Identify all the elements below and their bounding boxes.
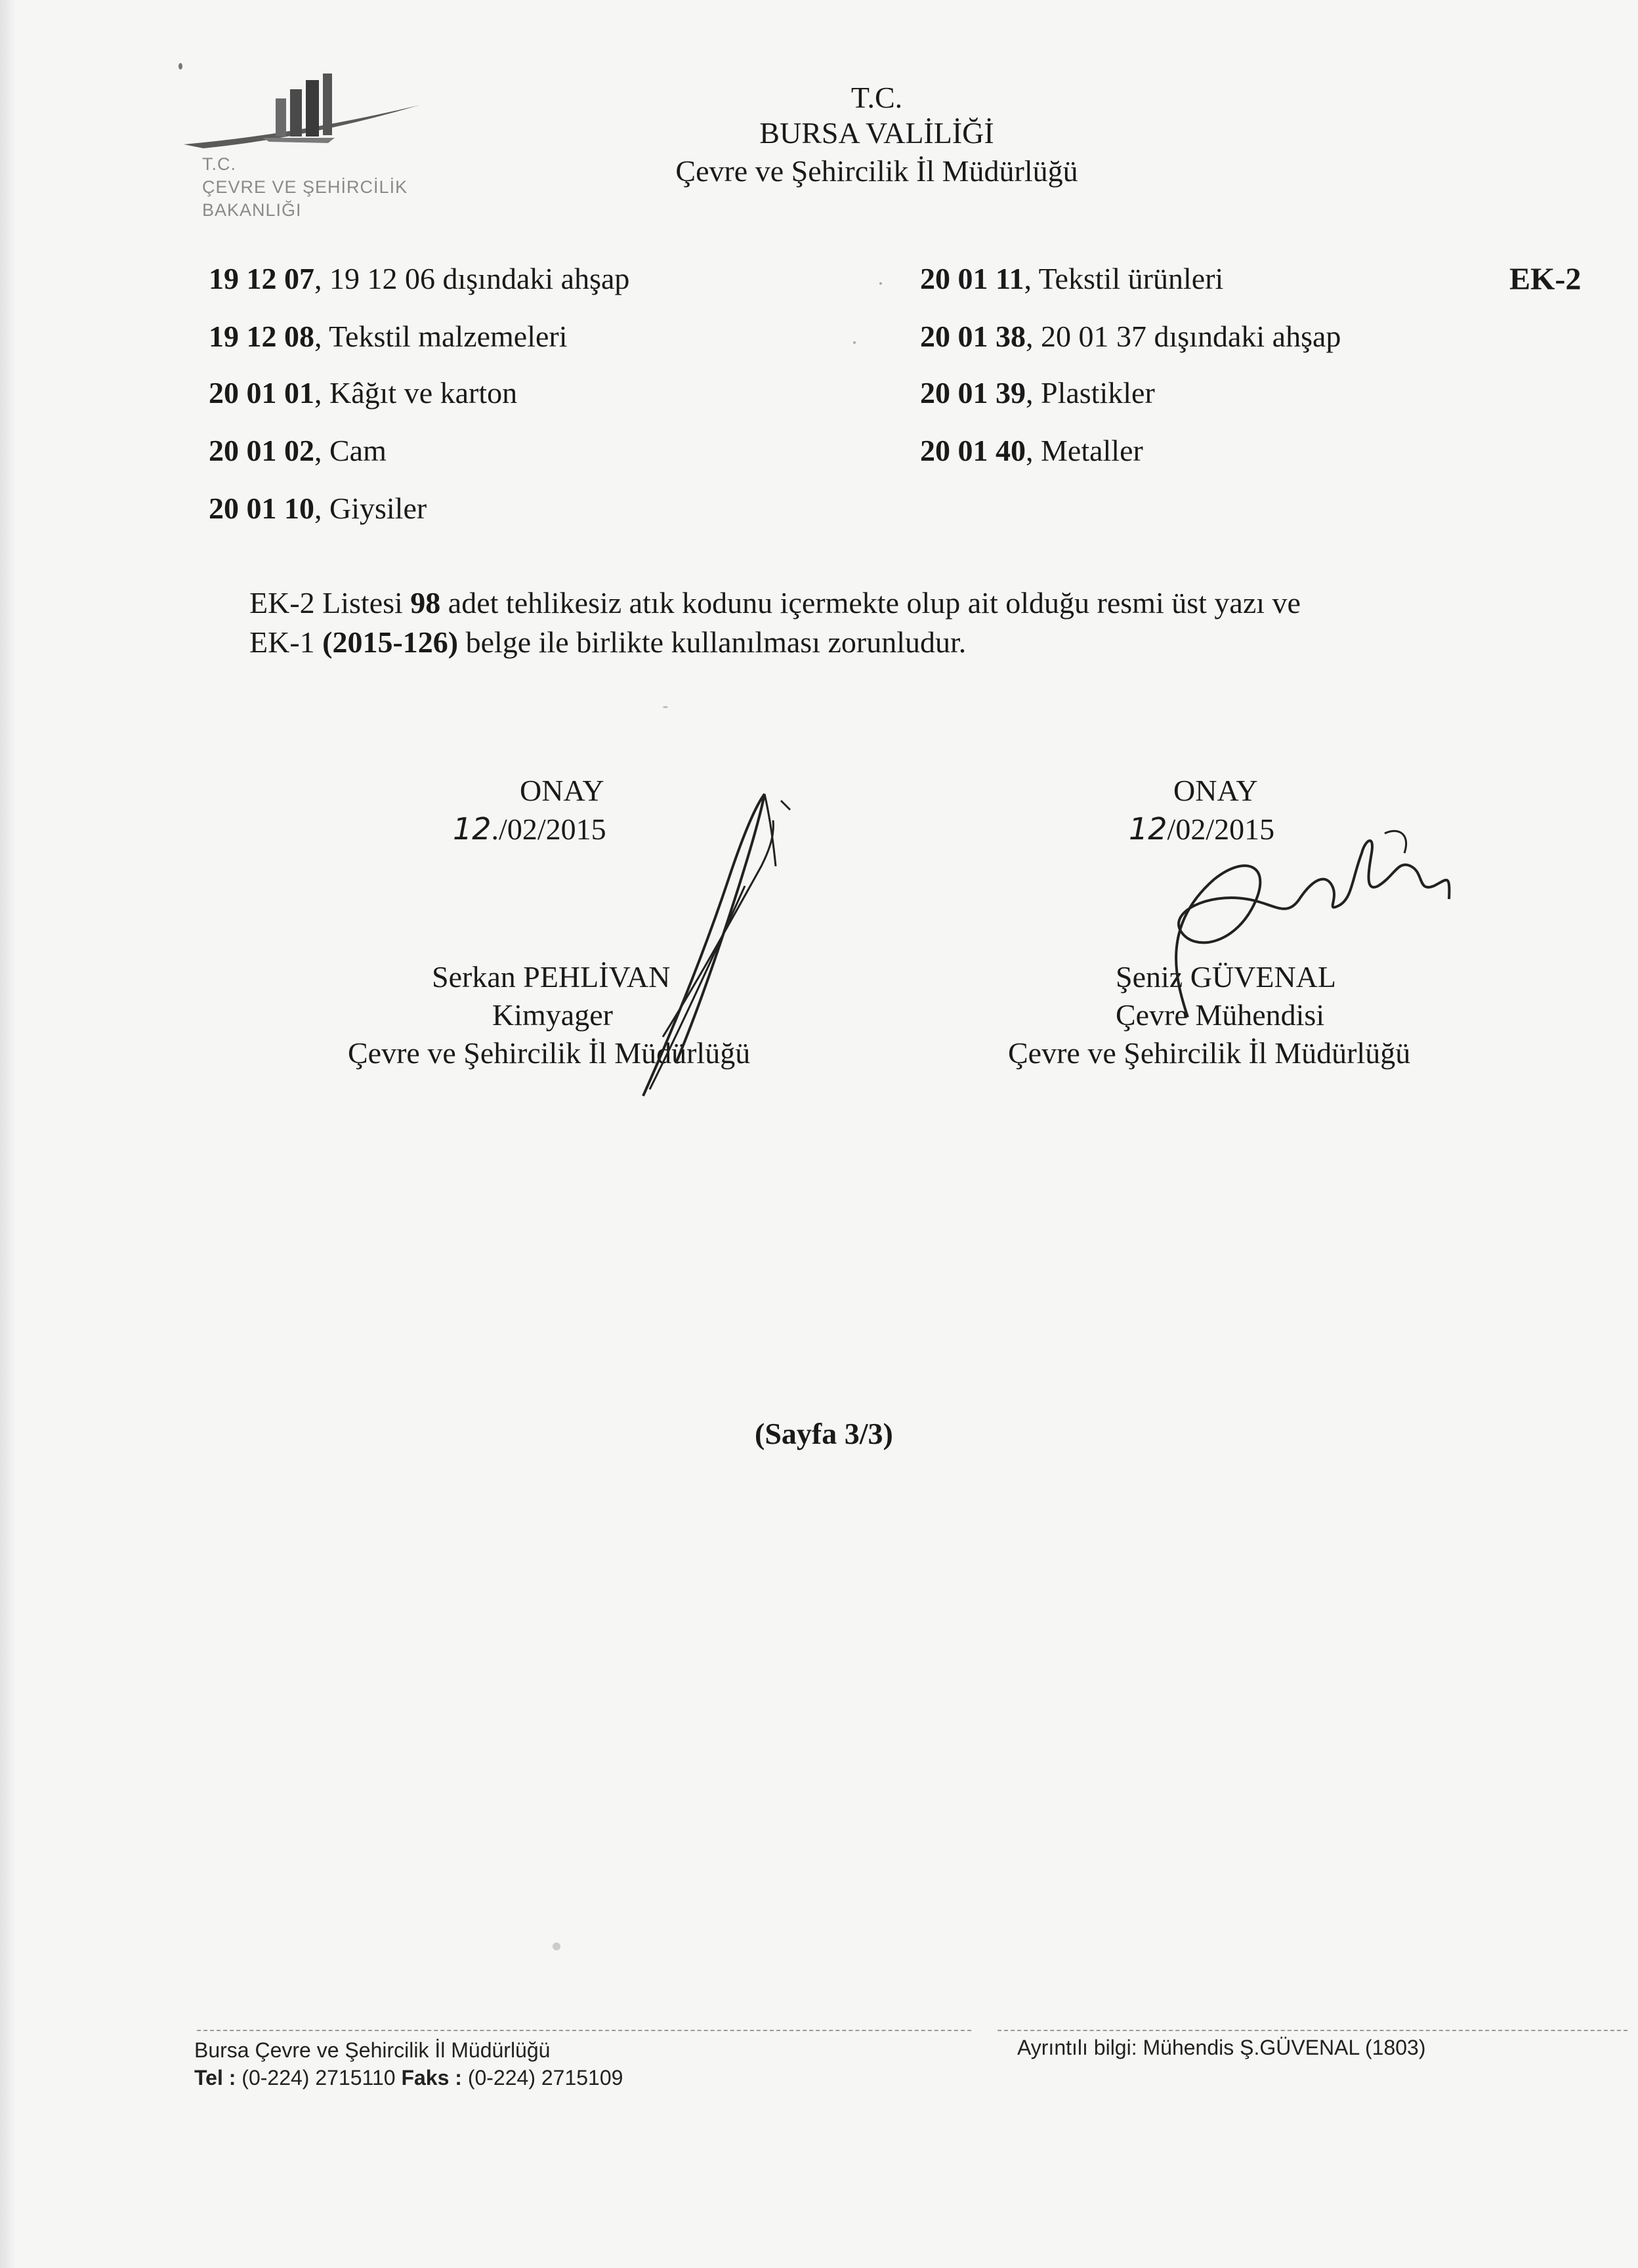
approval-date — [453, 811, 606, 847]
signer-title: Çevre Mühendisi — [1116, 998, 1325, 1032]
waste-item — [209, 433, 387, 468]
signer-office: Çevre ve Şehircilik İl Müdürlüğü — [348, 1036, 751, 1070]
logo-text-ministry: ÇEVRE VE ŞEHİRCİLİK — [202, 177, 408, 197]
signer-name: Serkan PEHLİVAN — [432, 960, 671, 994]
waste-item — [920, 375, 1155, 410]
waste-code: 20 01 10 — [209, 492, 314, 525]
footer-tel-label: Tel : — [194, 2066, 236, 2090]
waste-item — [920, 261, 1223, 296]
signer-office: Çevre ve Şehircilik İl Müdürlüğü — [1008, 1036, 1411, 1070]
note-text: EK-1 — [249, 625, 323, 659]
footer-info: Ayrıntılı bilgi: Mühendis Ş.GÜVENAL (1803) — [1017, 2036, 1426, 2059]
annex-label: EK-2 — [1509, 262, 1582, 297]
waste-desc: , Tekstil ürünleri — [1024, 262, 1224, 295]
waste-code: 20 01 38 — [920, 320, 1026, 353]
waste-desc: , Cam — [314, 434, 387, 467]
note-text: belge ile birlikte kullanılması zorunludur. — [458, 625, 967, 659]
waste-desc: , Plastikler — [1026, 376, 1155, 410]
waste-desc: , Kâğıt ve karton — [314, 376, 518, 410]
waste-code: 20 01 01 — [209, 376, 314, 410]
footer-fax: (0-224) 2715109 — [461, 2066, 623, 2090]
approval-label: ONAY — [1173, 774, 1258, 807]
waste-code: 20 01 11 — [920, 262, 1024, 295]
signer-name: Şeniz GÜVENAL — [1116, 960, 1336, 994]
scan-speck — [663, 706, 668, 708]
header-mudurluk: Çevre ve Şehircilik İl Müdürlüğü — [675, 154, 1078, 188]
approval-date — [1129, 811, 1274, 847]
footer-contact — [194, 2066, 623, 2090]
note-reference: (2015-126) — [322, 625, 459, 659]
waste-desc: , Metaller — [1026, 434, 1143, 467]
approval-date-rest: ./02/2015 — [491, 812, 606, 846]
page-number: (Sayfa 3/3) — [755, 1417, 893, 1450]
note-count: 98 — [410, 586, 441, 620]
waste-item — [209, 261, 629, 296]
scan-speck — [879, 282, 882, 285]
note-text: EK-2 Listesi — [249, 586, 411, 620]
waste-item — [209, 375, 517, 410]
footer-organization: Bursa Çevre ve Şehircilik İl Müdürlüğü — [194, 2038, 551, 2062]
waste-item — [920, 433, 1143, 468]
footer-divider-left — [197, 2030, 971, 2031]
waste-item — [209, 319, 568, 354]
approval-day-handwritten: 12 — [1129, 811, 1167, 847]
logo-text-tc: T.C. — [202, 154, 237, 174]
waste-item — [920, 319, 1341, 354]
waste-desc: , 20 01 37 dışındaki ahşap — [1026, 320, 1341, 353]
note-text: adet tehlikesiz atık kodunu içermekte olup ait olduğu resmi üst yazı ve — [440, 586, 1301, 620]
footer-tel: (0-224) 2715110 — [236, 2066, 402, 2090]
header-tc: T.C. — [850, 81, 903, 114]
signer-title: Kimyager — [492, 998, 613, 1032]
waste-item — [209, 491, 427, 526]
note-line-1 — [249, 585, 1301, 620]
footer-divider-right — [998, 2030, 1628, 2031]
waste-code: 19 12 07 — [209, 262, 314, 295]
scan-speck — [853, 341, 856, 344]
waste-code: 20 01 02 — [209, 434, 314, 467]
scan-speck — [178, 63, 182, 70]
approval-label: ONAY — [520, 774, 604, 807]
waste-code: 19 12 08 — [209, 320, 314, 353]
waste-code: 20 01 39 — [920, 376, 1026, 410]
approval-date-rest: /02/2015 — [1167, 812, 1275, 846]
note-line-2 — [249, 625, 966, 660]
waste-code: 20 01 40 — [920, 434, 1026, 467]
waste-desc: , Giysiler — [314, 492, 427, 525]
approval-day-handwritten: 12 — [453, 811, 492, 847]
header-valilik: BURSA VALİLİĞİ — [759, 116, 994, 150]
waste-desc: , Tekstil malzemeleri — [314, 320, 568, 353]
scan-speck — [553, 1942, 560, 1950]
footer-fax-label: Faks : — [401, 2066, 462, 2090]
scan-edge-shadow — [0, 0, 14, 2268]
waste-desc: , 19 12 06 dışındaki ahşap — [314, 262, 630, 295]
logo-text-bakanlik: BAKANLIĞI — [202, 200, 302, 220]
